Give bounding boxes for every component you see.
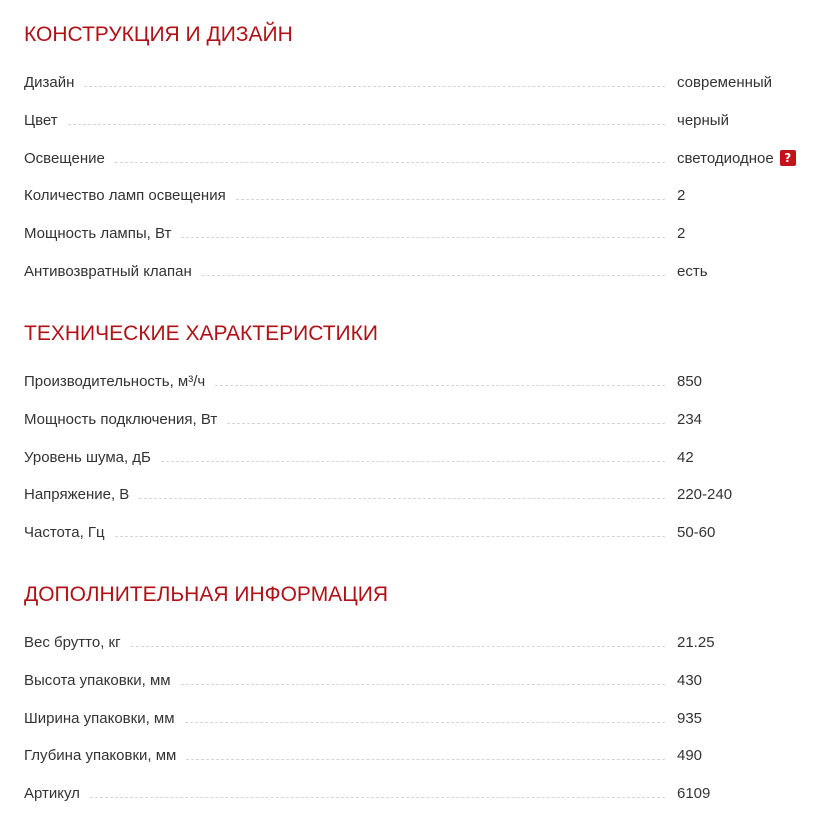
dotted-leader [202,275,665,276]
dotted-leader [161,461,665,462]
spec-value [677,486,799,503]
spec-value [677,524,799,541]
dotted-leader [131,646,665,647]
spec-row-gross-weight [24,624,799,662]
spec-value-text: 935 [677,709,703,727]
dotted-leader [227,423,665,424]
spec-value-text: 220-240 [677,486,733,504]
spec-label: Высота упаковки, мм [24,672,171,690]
dotted-leader [115,162,665,163]
spec-value [677,373,799,390]
spec-value [677,74,799,91]
spec-label: Антивозвратный клапан [24,262,192,280]
dotted-leader [90,797,665,798]
spec-label: Артикул [24,785,80,803]
spec-value [677,187,799,204]
section-title: ДОПОЛНИТЕЛЬНАЯ ИНФОРМАЦИЯ [24,583,388,606]
spec-label: Цвет [24,112,58,130]
spec-value [677,263,799,280]
spec-row-airflow [24,363,799,401]
spec-value-text: 6109 [677,785,711,803]
spec-row-article [24,775,799,813]
spec-value [677,112,799,129]
spec-row-lamp-count [24,177,799,215]
spec-list [24,64,799,290]
spec-label: Мощность подключения, Вт [24,411,218,429]
spec-row-color [24,102,799,140]
spec-label: Уровень шума, дБ [24,448,151,466]
section-construction-design [24,20,799,290]
spec-value [677,672,799,689]
spec-row-check-valve [24,252,799,290]
spec-value [677,225,799,242]
dotted-leader [185,722,665,723]
spec-value [677,449,799,466]
section-technical-specs [24,319,799,551]
spec-label: Глубина упаковки, мм [24,747,177,765]
dotted-leader [215,385,665,386]
spec-value-text: 490 [677,747,703,765]
spec-label: Дизайн [24,74,75,92]
spec-label: Производительность, м³/ч [24,373,206,391]
spec-row-noise [24,438,799,476]
spec-value-text: черный [677,112,729,130]
spec-row-package-height [24,662,799,700]
spec-row-lamp-power [24,215,799,253]
dotted-leader [84,86,665,87]
spec-label: Количество ламп освещения [24,187,226,205]
dotted-leader [181,237,665,238]
spec-value [677,710,799,727]
spec-label: Вес брутто, кг [24,634,121,652]
section-title: КОНСТРУКЦИЯ И ДИЗАЙН [24,23,293,46]
spec-value-text: 42 [677,448,694,466]
spec-value-text: есть [677,262,708,280]
spec-value-text: 21.25 [677,634,715,652]
spec-label: Ширина упаковки, мм [24,709,175,727]
spec-row-voltage [24,476,799,514]
help-icon[interactable]: ? [780,150,796,166]
spec-value-text: 234 [677,411,703,429]
section-title: ТЕХНИЧЕСКИЕ ХАРАКТЕРИСТИКИ [24,322,378,345]
spec-value [677,785,799,802]
spec-value-text: 850 [677,373,703,391]
spec-value-text: 2 [677,225,686,243]
spec-row-power [24,401,799,439]
dotted-leader [68,124,665,125]
section-additional-info [24,580,799,812]
spec-value [677,150,799,167]
spec-label: Напряжение, В [24,486,130,504]
spec-label: Мощность лампы, Вт [24,225,172,243]
spec-row-lighting [24,139,799,177]
spec-value-text: 2 [677,187,686,205]
dotted-leader [186,759,665,760]
dotted-leader [181,684,665,685]
spec-value [677,634,799,651]
spec-value [677,747,799,764]
spec-value [677,411,799,428]
dotted-leader [236,199,665,200]
spec-row-package-width [24,699,799,737]
spec-value-text: 430 [677,672,703,690]
spec-label: Частота, Гц [24,524,105,542]
spec-value-text: светодиодное [677,149,774,167]
spec-label: Освещение [24,149,105,167]
dotted-leader [139,498,665,499]
spec-value-text: 50-60 [677,524,716,542]
spec-row-frequency [24,514,799,552]
spec-value-text: современный [677,74,773,92]
spec-row-design [24,64,799,102]
spec-list [24,363,799,551]
spec-list [24,624,799,812]
dotted-leader [115,536,665,537]
spec-row-package-depth [24,737,799,775]
